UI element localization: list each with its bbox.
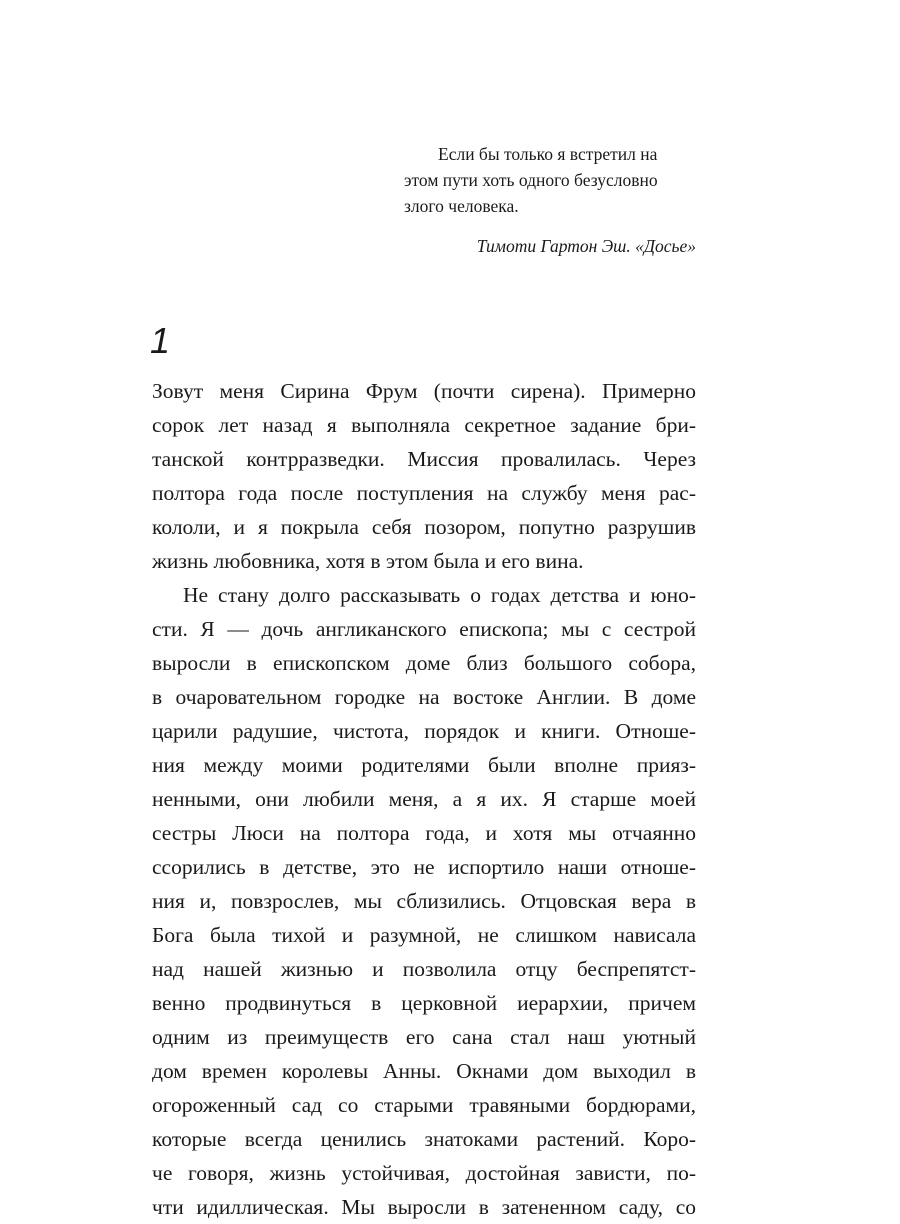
epigraph-attribution: Тимоти Гартон Эш. «Досье» — [476, 236, 696, 256]
text-line: сорок лет назад я выполняла секретное задание бри- — [152, 413, 696, 437]
text-line: сестры Люси на полтора года, и хотя мы отчаянно — [152, 821, 696, 845]
text-line: которые всегда ценились знатоками растений. Коро- — [152, 1127, 696, 1151]
text-line: огороженный сад со старыми травяными бордюрами, — [152, 1093, 696, 1117]
text-line: танской контрразведки. Миссия провалилась. Через — [152, 447, 696, 471]
text-line: кололи, и я покрыла себя позором, попутно разрушив — [152, 515, 696, 539]
text-line: Зовут меня Сирина Фрум (почти сирена). Примерно — [152, 379, 696, 403]
text-line: над нашей жизнью и позволила отцу беспрепятст- — [152, 957, 696, 981]
text-line: ненными, они любили меня, а я их. Я старше моей — [152, 787, 696, 811]
epigraph-line: Если бы только я встретил на — [438, 144, 658, 164]
epigraph-line: этом пути хоть одного безусловно — [404, 170, 658, 190]
text-line: ния между моими родителями были вполне прияз- — [152, 753, 696, 777]
text-line: одним из преимуществ его сана стал наш уютный — [152, 1025, 696, 1049]
epigraph-line: злого человека. — [404, 196, 519, 216]
text-line: полтора года после поступления на службу меня рас- — [152, 481, 696, 505]
text-line: чти идиллическая. Мы выросли в затененном саду, со — [152, 1195, 696, 1219]
text-line: выросли в епископском доме близ большого собора, — [152, 651, 696, 675]
text-line: царили радушие, чистота, порядок и книги. Отноше- — [152, 719, 696, 743]
text-line: ссорились в детстве, это не испортило наши отноше- — [152, 855, 696, 879]
text-line: дом времен королевы Анны. Окнами дом выходил в — [152, 1059, 696, 1083]
text-line: венно продвинуться в церковной иерархии, причем — [152, 991, 696, 1015]
chapter-body — [152, 374, 696, 1224]
text-line: Бога была тихой и разумной, не слишком нависала — [152, 923, 696, 947]
text-line: в очаровательном городке на востоке Англии. В доме — [152, 685, 696, 709]
text-line: ния и, повзрослев, мы сблизились. Отцовская вера в — [152, 889, 696, 913]
epigraph — [404, 141, 696, 259]
text-line: че говоря, жизнь устойчивая, достойная зависти, по- — [152, 1161, 696, 1185]
text-line: Не стану долго рассказывать о годах детства и юно- — [183, 583, 696, 607]
text-line: жизнь любовника, хотя в этом была и его вина. — [152, 549, 584, 573]
chapter-number: 1 — [150, 320, 171, 361]
text-line: сти. Я — дочь англиканского епископа; мы с сестрой — [152, 617, 696, 641]
